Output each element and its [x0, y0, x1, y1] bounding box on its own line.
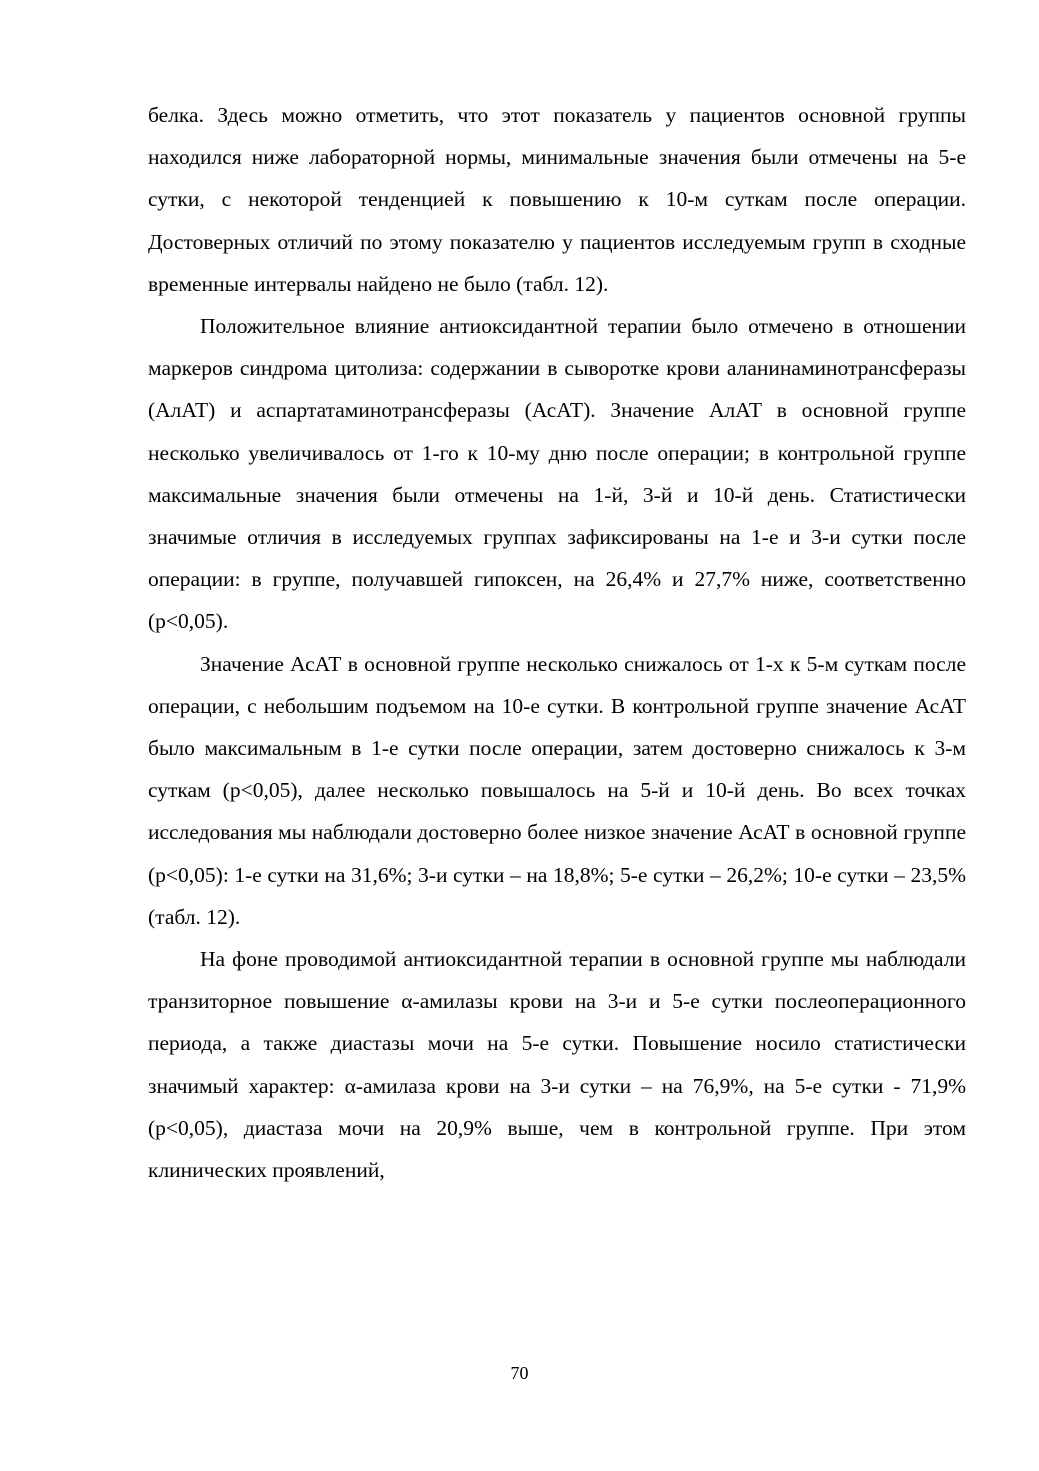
paragraph-2: Положительное влияние антиоксидантной терапии было отмечено в отношении маркеров синдрома цитолиза: содержании в сыворотке крови аланинаминотрансферазы (АлАТ) и аспартатаминотрансферазы (АсАТ). Значение АлАТ в основной группе несколько увеличивалось от 1-го к 10-му дню после операции; в контрольной группе максимальные значения были отмечены на 1-й, 3-й и 10-й день. Статистически значимые отличия в исследуемых группах зафиксированы на 1-е и 3-и сутки после операции: в группе, получавшей гипоксен, на 26,4% и 27,7% ниже, соответственно (p<0,05). — [148, 314, 966, 634]
paragraph-4: На фоне проводимой антиоксидантной терапии в основной группе мы наблюдали транзиторное повышение α-амилазы крови на 3-и и 5-е сутки послеоперационного периода, а также диастазы мочи на 5-е сутки. Повышение носило статистически значимый характер: α-амилаза крови на 3-и сутки – на 76,9%, на 5-е сутки - 71,9% (p<0,05), диастаза мочи на 20,9% выше, чем в контрольной группе. При этом клинических проявлений, — [148, 947, 966, 1183]
paragraph-3: Значение АсАТ в основной группе несколько снижалось от 1-х к 5-м суткам после операции, с небольшим подъемом на 10-е сутки. В контрольной группе значение АсАТ было максимальным в 1-е сутки после операции, затем достоверно снижалось к 3-м суткам (p<0,05), далее несколько повышалось на 5-й и 10-й день. Во всех точках исследования мы наблюдали достоверно более низкое значение АсАТ в основной группе (p<0,05): 1-е сутки на 31,6%; 3-и сутки – на 18,8%; 5-е сутки – 26,2%; 10-е сутки – 23,5% (табл. 12). — [148, 651, 966, 929]
page-body — [148, 94, 966, 1191]
page-number: 70 — [510, 1363, 529, 1383]
paragraph-1: белка. Здесь можно отметить, что этот показатель у пациентов основной группы находился ниже лабораторной нормы, минимальные значения были отмечены на 5-е сутки, с некоторой тенденцией к повышению к 10-м суткам после операции. Достоверных отличий по этому показателю у пациентов исследуемым групп в сходные временные интервалы найдено не было (табл. 12). — [148, 103, 966, 296]
